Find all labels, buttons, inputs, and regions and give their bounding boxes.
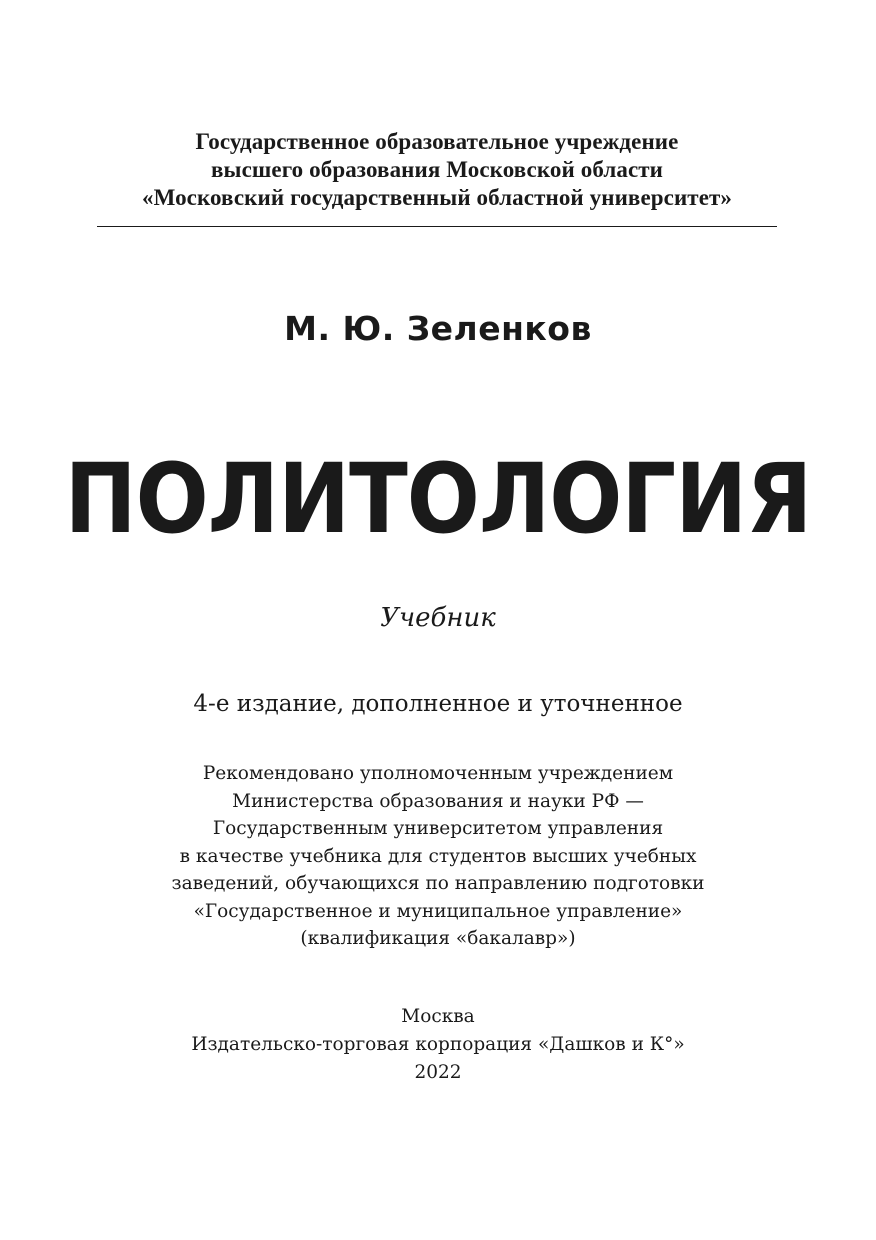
recommendation-line: Государственным университетом управления — [212, 818, 664, 839]
recommendation-line: Министерства образования и науки РФ — — [232, 790, 644, 812]
institution-block — [97, 128, 777, 212]
imprint-block — [0, 1003, 876, 1087]
imprint-city: Москва — [401, 1006, 475, 1027]
institution-line: Государственное образовательное учреждение — [195, 129, 679, 154]
institution-line: «Московский государственный областной университет» — [141, 185, 733, 210]
author-name: М. Ю. Зеленков — [284, 309, 592, 348]
book-genre: Учебник — [380, 603, 496, 633]
imprint-publisher: Издательско-торговая корпорация «Дашков и К°» — [191, 1034, 685, 1055]
recommendation-line: в качестве учебника для студентов высших учебных — [179, 845, 697, 867]
divider — [97, 226, 777, 227]
edition-note: 4-е издание, дополненное и уточненное — [193, 691, 683, 717]
recommendation-line: заведений, обучающихся по направлению подготовки — [171, 873, 705, 894]
recommendation-line: (квалификация «бакалавр») — [300, 928, 576, 949]
recommendation-line: «Государственное и муниципальное управление» — [193, 900, 683, 922]
institution-line: высшего образования Московской области — [210, 157, 664, 182]
recommendation-block — [0, 760, 876, 953]
imprint-year: 2022 — [414, 1062, 462, 1083]
recommendation-line: Рекомендовано уполномоченным учреждением — [202, 763, 674, 784]
book-title: ПОЛИТОЛОГИЯ — [64, 443, 812, 556]
